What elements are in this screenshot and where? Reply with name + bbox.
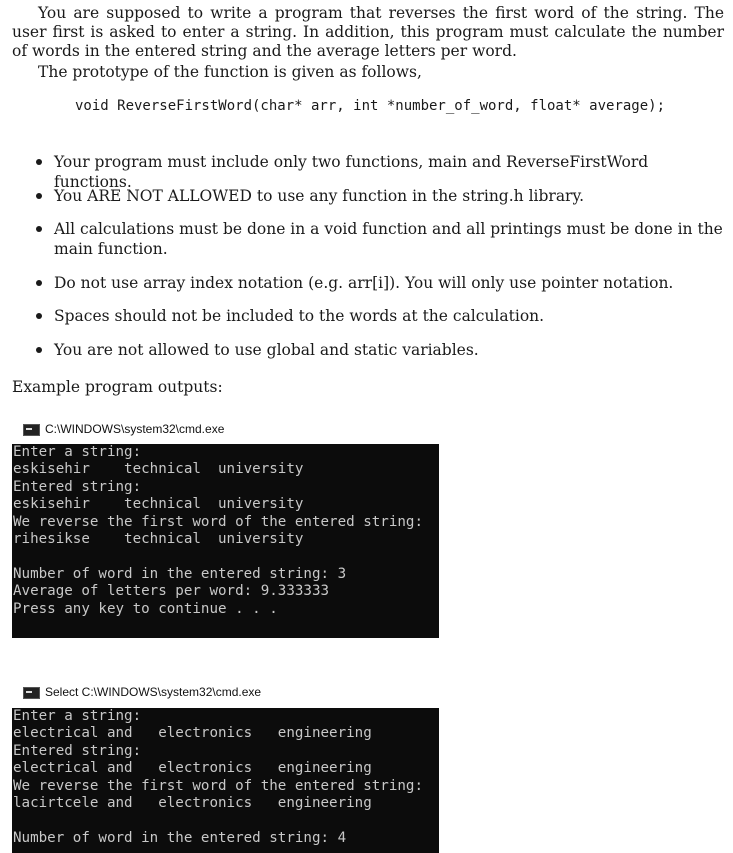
console-line — [12, 548, 439, 565]
console-line: Number of word in the entered string: 4 — [13, 829, 347, 846]
bullet-icon — [36, 193, 42, 199]
rule-item — [36, 273, 726, 293]
console-line: We reverse the first word of the entered string: — [13, 513, 423, 530]
cmd-icon — [23, 687, 40, 699]
console-line — [12, 812, 439, 829]
rule-text: Your program must include only two functions, main and ReverseFirstWord functions. — [54, 153, 649, 191]
console-line: eskisehir technical university — [13, 496, 304, 513]
bullet-icon — [36, 313, 42, 319]
console-line: Enter a string: — [13, 708, 142, 724]
rule-item — [36, 340, 726, 360]
rule-text: All calculations must be done in a void function and all printings must be done in the main function. — [54, 220, 723, 258]
prototype-intro: The prototype of the function is given as follows, — [38, 63, 422, 81]
console-output[interactable] — [12, 708, 439, 853]
rule-item — [36, 306, 726, 326]
console-line: Entered string: — [13, 742, 142, 759]
cmd-icon — [23, 424, 40, 436]
console-line: Entered string: — [13, 478, 142, 495]
rule-text: Do not use array index notation (e.g. arr[i]). You will only use pointer notation. — [54, 274, 674, 292]
console-line: lacirtcele and electronics engineering — [13, 794, 372, 811]
console-title: Select C:\WINDOWS\system32\cmd.exe — [45, 685, 262, 699]
console-line: Enter a string: — [13, 444, 142, 460]
rule-text: You ARE NOT ALLOWED to use any function in the string.h library. — [54, 187, 585, 205]
console-line: rihesikse technical university — [13, 530, 304, 547]
console-titlebar[interactable] — [12, 679, 440, 705]
console-output[interactable] — [12, 444, 439, 638]
rule-text: Spaces should not be included to the words at the calculation. — [54, 307, 545, 325]
rule-text: You are not allowed to use global and static variables. — [54, 341, 479, 359]
console-line: electrical and electronics engineering — [13, 725, 372, 742]
bullet-icon — [36, 226, 42, 232]
intro-paragraph: You are supposed to write a program that reverses the first word of the string. The user first is asked to enter a string. In addition, this program must calculate the number of words in the entered string and the average letters per word. — [12, 4, 724, 60]
console-line: Average of letters per word: 9.333333 — [13, 583, 330, 600]
rule-item — [36, 186, 726, 206]
example-heading: Example program outputs: — [12, 378, 223, 396]
bullet-icon — [36, 347, 42, 353]
bullet-icon — [36, 280, 42, 286]
console-line: electrical and electronics engineering — [13, 760, 372, 777]
rule-item — [36, 219, 726, 259]
function-prototype: void ReverseFirstWord(char* arr, int *number_of_word, float* average); — [75, 98, 666, 114]
console-line: eskisehir technical university — [13, 461, 304, 478]
console-line: Number of word in the entered string: 3 — [13, 565, 347, 582]
console-line: Press any key to continue . . . — [13, 600, 278, 617]
bullet-icon — [36, 159, 42, 165]
console-titlebar[interactable] — [12, 416, 440, 442]
console-line: We reverse the first word of the entered string: — [13, 777, 423, 794]
console-title: C:\WINDOWS\system32\cmd.exe — [45, 422, 225, 436]
